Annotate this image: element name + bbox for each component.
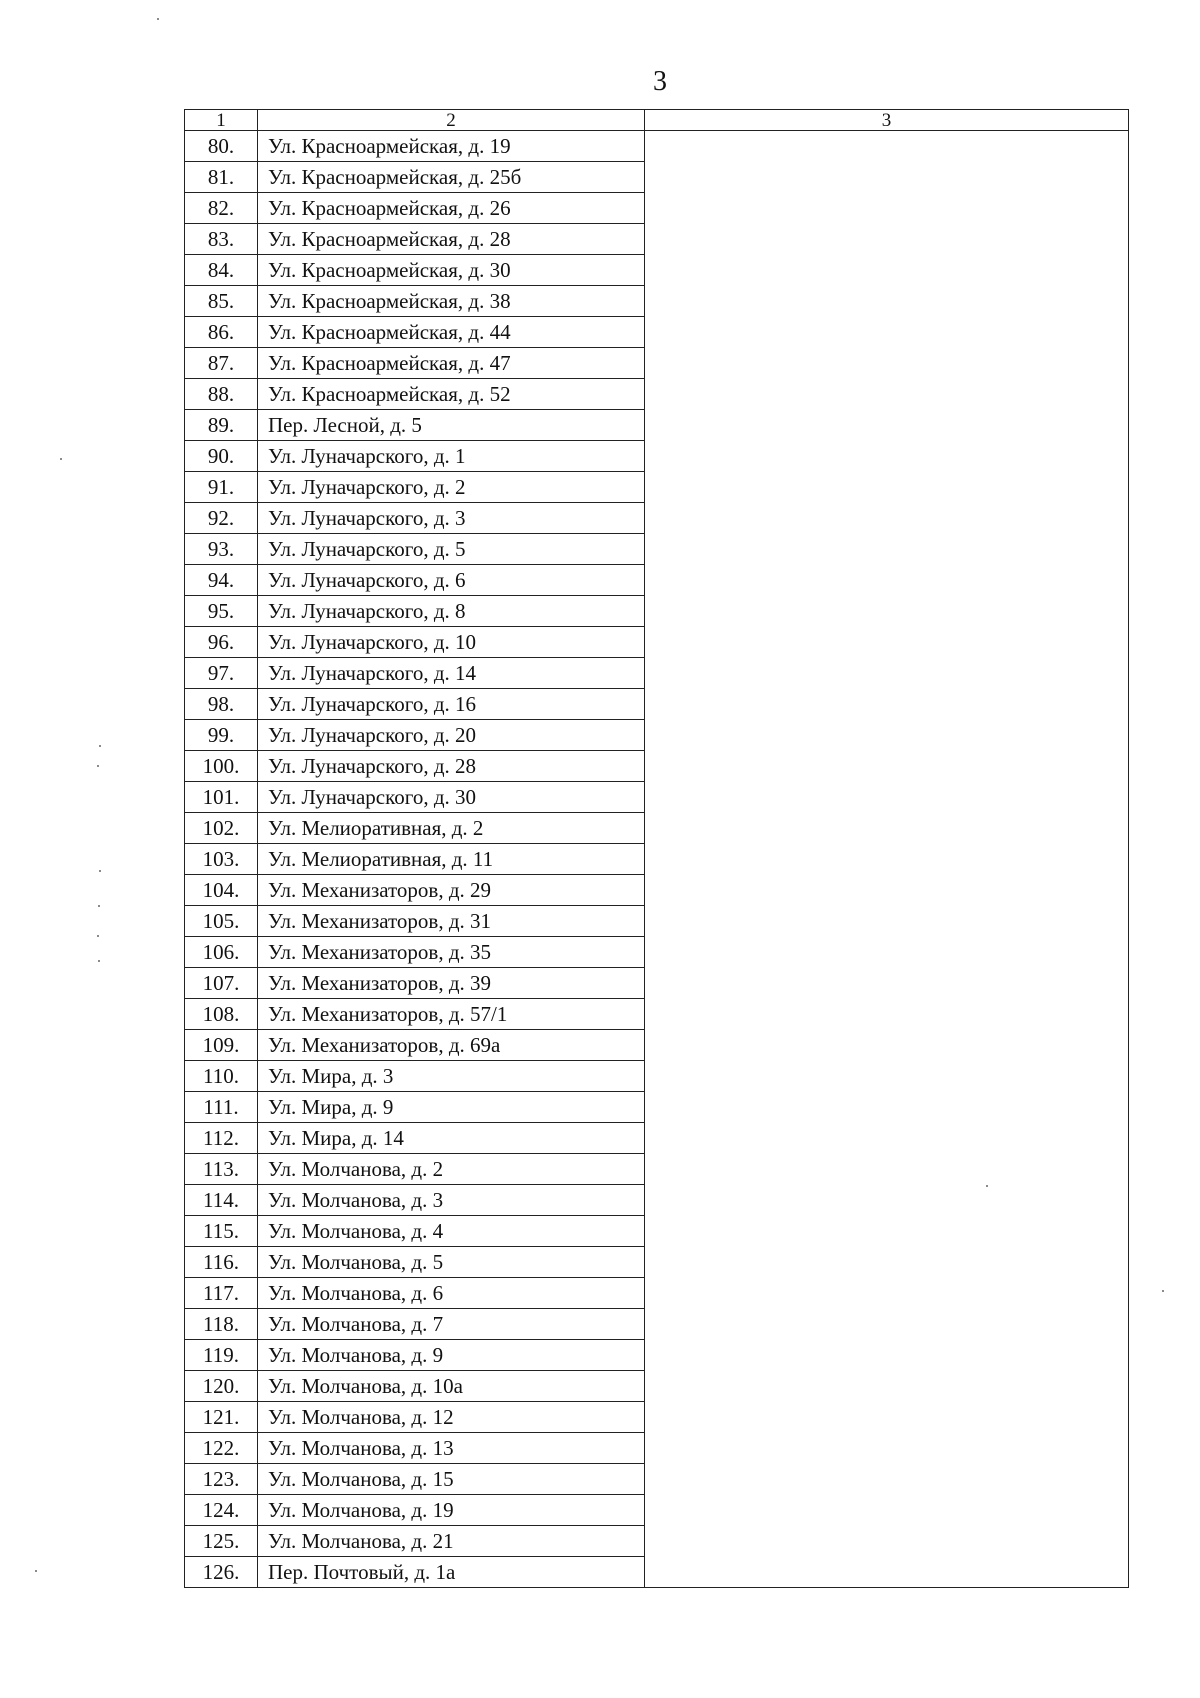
- row-address: Ул. Красноармейская, д. 47: [258, 348, 645, 379]
- table-row: [185, 596, 1129, 627]
- table-row: [185, 844, 1129, 875]
- row-number: 126.: [185, 1557, 258, 1588]
- row-column-3: [645, 627, 1129, 658]
- row-column-3: [645, 1123, 1129, 1154]
- scan-speck: [99, 870, 101, 872]
- row-column-3: [645, 193, 1129, 224]
- row-number: 115.: [185, 1216, 258, 1247]
- row-address: Ул. Красноармейская, д. 26: [258, 193, 645, 224]
- row-address: Ул. Молчанова, д. 4: [258, 1216, 645, 1247]
- row-column-3: [645, 1309, 1129, 1340]
- table-row: [185, 286, 1129, 317]
- row-column-3: [645, 782, 1129, 813]
- row-column-3: [645, 875, 1129, 906]
- row-column-3: [645, 224, 1129, 255]
- row-address: Ул. Луначарского, д. 10: [258, 627, 645, 658]
- address-table: [184, 109, 1129, 1588]
- row-address: Ул. Молчанова, д. 15: [258, 1464, 645, 1495]
- table-row: [185, 968, 1129, 999]
- row-number: 107.: [185, 968, 258, 999]
- table-header-row: [185, 110, 1129, 131]
- row-column-3: [645, 844, 1129, 875]
- row-column-3: [645, 1557, 1129, 1588]
- row-column-3: [645, 1030, 1129, 1061]
- column-header-2: 2: [258, 110, 645, 131]
- row-address: Ул. Красноармейская, д. 38: [258, 286, 645, 317]
- row-column-3: [645, 1278, 1129, 1309]
- row-number: 122.: [185, 1433, 258, 1464]
- table-row: [185, 534, 1129, 565]
- row-address: Ул. Молчанова, д. 10а: [258, 1371, 645, 1402]
- table-row: [185, 317, 1129, 348]
- row-column-3: [645, 441, 1129, 472]
- row-column-3: [645, 317, 1129, 348]
- row-number: 123.: [185, 1464, 258, 1495]
- row-address: Ул. Луначарского, д. 2: [258, 472, 645, 503]
- row-column-3: [645, 968, 1129, 999]
- table-row: [185, 1402, 1129, 1433]
- row-number: 114.: [185, 1185, 258, 1216]
- table-row: [185, 503, 1129, 534]
- table-row: [185, 1030, 1129, 1061]
- row-address: Ул. Механизаторов, д. 69а: [258, 1030, 645, 1061]
- row-column-3: [645, 348, 1129, 379]
- row-column-3: [645, 1092, 1129, 1123]
- row-address: Ул. Луначарского, д. 30: [258, 782, 645, 813]
- row-column-3: [645, 658, 1129, 689]
- scan-speck: [35, 1570, 37, 1572]
- row-address: Ул. Молчанова, д. 12: [258, 1402, 645, 1433]
- row-number: 124.: [185, 1495, 258, 1526]
- row-address: Ул. Красноармейская, д. 30: [258, 255, 645, 286]
- row-number: 100.: [185, 751, 258, 782]
- table-row: [185, 627, 1129, 658]
- row-column-3: [645, 937, 1129, 968]
- row-address: Ул. Луначарского, д. 14: [258, 658, 645, 689]
- row-number: 84.: [185, 255, 258, 286]
- row-address: Ул. Молчанова, д. 6: [258, 1278, 645, 1309]
- row-number: 103.: [185, 844, 258, 875]
- row-column-3: [645, 534, 1129, 565]
- row-column-3: [645, 565, 1129, 596]
- row-address: Ул. Луначарского, д. 16: [258, 689, 645, 720]
- row-address: Ул. Луначарского, д. 5: [258, 534, 645, 565]
- row-address: Ул. Красноармейская, д. 44: [258, 317, 645, 348]
- row-address: Ул. Красноармейская, д. 52: [258, 379, 645, 410]
- table-row: [185, 1092, 1129, 1123]
- table-row: [185, 658, 1129, 689]
- table-row: [185, 689, 1129, 720]
- row-address: Пер. Почтовый, д. 1а: [258, 1557, 645, 1588]
- table-body: [185, 110, 1129, 1588]
- table-row: [185, 1185, 1129, 1216]
- table-row: [185, 1464, 1129, 1495]
- row-column-3: [645, 1185, 1129, 1216]
- row-address: Ул. Молчанова, д. 2: [258, 1154, 645, 1185]
- row-address: Ул. Мелиоративная, д. 2: [258, 813, 645, 844]
- row-column-3: [645, 906, 1129, 937]
- row-address: Ул. Мира, д. 14: [258, 1123, 645, 1154]
- row-address: Ул. Луначарского, д. 6: [258, 565, 645, 596]
- table-row: [185, 162, 1129, 193]
- table-row: [185, 782, 1129, 813]
- row-address: Ул. Механизаторов, д. 29: [258, 875, 645, 906]
- row-address: Ул. Механизаторов, д. 57/1: [258, 999, 645, 1030]
- row-address: Ул. Механизаторов, д. 35: [258, 937, 645, 968]
- row-column-3: [645, 1402, 1129, 1433]
- table-row: [185, 348, 1129, 379]
- row-column-3: [645, 162, 1129, 193]
- row-address: Ул. Красноармейская, д. 25б: [258, 162, 645, 193]
- row-number: 113.: [185, 1154, 258, 1185]
- row-address: Ул. Молчанова, д. 9: [258, 1340, 645, 1371]
- row-address: Ул. Луначарского, д. 1: [258, 441, 645, 472]
- row-number: 108.: [185, 999, 258, 1030]
- row-column-3: [645, 131, 1129, 162]
- column-header-1: 1: [185, 110, 258, 131]
- row-column-3: [645, 410, 1129, 441]
- row-column-3: [645, 720, 1129, 751]
- row-address: Ул. Молчанова, д. 3: [258, 1185, 645, 1216]
- table-row: [185, 875, 1129, 906]
- table-row: [185, 813, 1129, 844]
- row-number: 85.: [185, 286, 258, 317]
- row-address: Ул. Механизаторов, д. 31: [258, 906, 645, 937]
- row-number: 90.: [185, 441, 258, 472]
- table-row: [185, 1216, 1129, 1247]
- table-row: [185, 193, 1129, 224]
- row-number: 96.: [185, 627, 258, 658]
- row-address: Ул. Молчанова, д. 5: [258, 1247, 645, 1278]
- row-address: Пер. Лесной, д. 5: [258, 410, 645, 441]
- row-number: 105.: [185, 906, 258, 937]
- row-number: 89.: [185, 410, 258, 441]
- row-column-3: [645, 1433, 1129, 1464]
- row-number: 86.: [185, 317, 258, 348]
- row-number: 111.: [185, 1092, 258, 1123]
- row-number: 97.: [185, 658, 258, 689]
- row-column-3: [645, 379, 1129, 410]
- row-column-3: [645, 751, 1129, 782]
- row-column-3: [645, 1464, 1129, 1495]
- table-row: [185, 1495, 1129, 1526]
- table-row: [185, 410, 1129, 441]
- table-row: [185, 720, 1129, 751]
- table-row: [185, 1154, 1129, 1185]
- row-column-3: [645, 1247, 1129, 1278]
- row-column-3: [645, 1371, 1129, 1402]
- row-address: Ул. Мелиоративная, д. 11: [258, 844, 645, 875]
- table-row: [185, 1309, 1129, 1340]
- row-address: Ул. Луначарского, д. 20: [258, 720, 645, 751]
- row-number: 102.: [185, 813, 258, 844]
- row-column-3: [645, 286, 1129, 317]
- row-column-3: [645, 1495, 1129, 1526]
- table-row: [185, 1433, 1129, 1464]
- row-column-3: [645, 999, 1129, 1030]
- table-row: [185, 937, 1129, 968]
- row-address: Ул. Молчанова, д. 19: [258, 1495, 645, 1526]
- row-number: 93.: [185, 534, 258, 565]
- row-address: Ул. Молчанова, д. 7: [258, 1309, 645, 1340]
- row-number: 94.: [185, 565, 258, 596]
- row-number: 116.: [185, 1247, 258, 1278]
- row-number: 80.: [185, 131, 258, 162]
- table-row: [185, 379, 1129, 410]
- row-column-3: [645, 1061, 1129, 1092]
- row-address: Ул. Красноармейская, д. 19: [258, 131, 645, 162]
- table-row: [185, 1061, 1129, 1092]
- row-column-3: [645, 813, 1129, 844]
- table-row: [185, 441, 1129, 472]
- table-row: [185, 1278, 1129, 1309]
- scan-speck: [98, 960, 100, 962]
- row-column-3: [645, 472, 1129, 503]
- row-number: 88.: [185, 379, 258, 410]
- row-number: 109.: [185, 1030, 258, 1061]
- scan-speck: [986, 1185, 988, 1187]
- row-column-3: [645, 503, 1129, 534]
- row-number: 121.: [185, 1402, 258, 1433]
- row-column-3: [645, 1216, 1129, 1247]
- table-row: [185, 472, 1129, 503]
- row-number: 118.: [185, 1309, 258, 1340]
- row-number: 98.: [185, 689, 258, 720]
- row-column-3: [645, 1526, 1129, 1557]
- row-number: 112.: [185, 1123, 258, 1154]
- table-row: [185, 1371, 1129, 1402]
- table-row: [185, 224, 1129, 255]
- row-number: 83.: [185, 224, 258, 255]
- table-row: [185, 565, 1129, 596]
- table-row: [185, 1340, 1129, 1371]
- row-number: 99.: [185, 720, 258, 751]
- table-row: [185, 1526, 1129, 1557]
- row-number: 92.: [185, 503, 258, 534]
- row-address: Ул. Молчанова, д. 13: [258, 1433, 645, 1464]
- table-row: [185, 999, 1129, 1030]
- row-number: 104.: [185, 875, 258, 906]
- row-number: 82.: [185, 193, 258, 224]
- table-row: [185, 906, 1129, 937]
- table-row: [185, 1557, 1129, 1588]
- row-address: Ул. Мира, д. 3: [258, 1061, 645, 1092]
- scan-speck: [97, 765, 99, 767]
- row-column-3: [645, 255, 1129, 286]
- row-column-3: [645, 1154, 1129, 1185]
- row-number: 120.: [185, 1371, 258, 1402]
- row-number: 110.: [185, 1061, 258, 1092]
- row-number: 101.: [185, 782, 258, 813]
- table-row: [185, 1247, 1129, 1278]
- row-number: 95.: [185, 596, 258, 627]
- row-column-3: [645, 1340, 1129, 1371]
- table-row: [185, 751, 1129, 782]
- row-address: Ул. Красноармейская, д. 28: [258, 224, 645, 255]
- row-number: 91.: [185, 472, 258, 503]
- table-row: [185, 255, 1129, 286]
- scan-speck: [98, 905, 100, 907]
- row-column-3: [645, 689, 1129, 720]
- row-address: Ул. Луначарского, д. 8: [258, 596, 645, 627]
- row-number: 119.: [185, 1340, 258, 1371]
- scan-speck: [99, 745, 101, 747]
- row-number: 106.: [185, 937, 258, 968]
- scan-speck: [1162, 1290, 1164, 1292]
- row-number: 125.: [185, 1526, 258, 1557]
- column-header-3: 3: [645, 110, 1129, 131]
- row-address: Ул. Мира, д. 9: [258, 1092, 645, 1123]
- scan-speck: [97, 935, 99, 937]
- table-row: [185, 1123, 1129, 1154]
- page-number: 3: [653, 66, 667, 97]
- row-address: Ул. Механизаторов, д. 39: [258, 968, 645, 999]
- row-number: 81.: [185, 162, 258, 193]
- scan-speck: [157, 18, 159, 20]
- row-address: Ул. Молчанова, д. 21: [258, 1526, 645, 1557]
- scan-speck: [60, 458, 62, 460]
- table-row: [185, 131, 1129, 162]
- row-address: Ул. Луначарского, д. 3: [258, 503, 645, 534]
- row-number: 117.: [185, 1278, 258, 1309]
- row-address: Ул. Луначарского, д. 28: [258, 751, 645, 782]
- row-column-3: [645, 596, 1129, 627]
- row-number: 87.: [185, 348, 258, 379]
